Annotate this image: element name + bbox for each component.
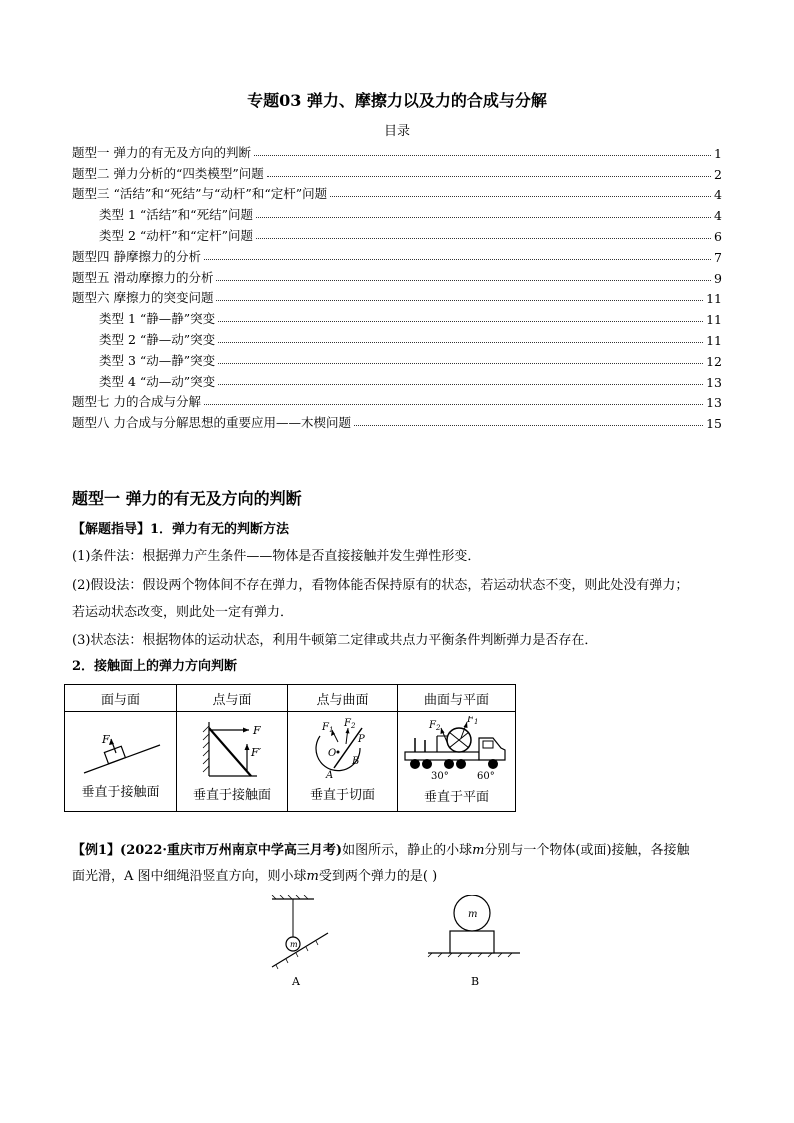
toc-page-number: 11 xyxy=(706,312,722,328)
toc-entry[interactable] xyxy=(72,265,722,286)
point-label: P xyxy=(357,734,365,745)
figure-a-label: A xyxy=(292,975,300,988)
toc-heading: 目录 xyxy=(383,124,410,139)
toc-entry[interactable] xyxy=(72,223,722,244)
table-header: 面与面 xyxy=(65,685,177,712)
assumption-method-line2: 若运动状态改变，则此处一定有弹力． xyxy=(72,605,294,620)
section-heading: 题型一 弹力的有无及方向的判断 xyxy=(72,489,302,508)
toc-entry-title: 题型八 力合成与分解思想的重要应用——木楔问题 xyxy=(72,415,351,431)
toc-page-number: 1 xyxy=(714,145,722,161)
toc-page-number: 12 xyxy=(706,353,722,369)
toc-entry[interactable] xyxy=(72,327,722,348)
toc-entry[interactable] xyxy=(72,202,722,223)
guide-item2-title: 2．接触面上的弹力方向判断 xyxy=(72,659,238,674)
force-label: F′ xyxy=(251,746,262,759)
example-figures xyxy=(260,895,520,995)
point-surface-figure xyxy=(187,718,277,780)
toc-entry[interactable] xyxy=(72,306,722,327)
force-label: $F_1$ xyxy=(466,716,478,726)
table-header-row xyxy=(65,685,516,712)
table-caption: 垂直于切面 xyxy=(309,788,375,803)
example-source: (2022·重庆市万州南京中学高三月考) xyxy=(120,843,343,858)
toc-page-number: 13 xyxy=(706,374,722,390)
block-b xyxy=(450,931,494,953)
toc-entry[interactable] xyxy=(72,244,722,265)
force-label: $F_1$ xyxy=(321,722,333,734)
toc-leader-dots xyxy=(218,362,703,364)
curved-surface-plane-figure xyxy=(401,716,513,782)
ball-b-label: m xyxy=(468,909,478,920)
toc-page-number: 11 xyxy=(706,291,722,307)
point-label: O xyxy=(327,748,336,759)
toc-page-number: 4 xyxy=(714,187,722,203)
point-label: A xyxy=(325,770,333,780)
force-direction-table xyxy=(64,684,516,812)
toc-entry[interactable] xyxy=(72,286,722,307)
toc-entry-title: 题型六 摩擦力的突变问题 xyxy=(72,290,214,306)
toc-leader-dots xyxy=(330,195,711,197)
guide-label: 【解题指导】 xyxy=(72,522,151,537)
toc-entry[interactable] xyxy=(72,410,722,431)
document-title: 专题03 弹力、摩擦力以及力的合成与分解 xyxy=(247,91,547,110)
toc-leader-dots xyxy=(256,216,711,218)
toc-leader-dots xyxy=(267,175,711,177)
table-caption: 垂直于接触面 xyxy=(192,788,271,803)
table-cell xyxy=(288,712,398,812)
example-line2: 面光滑，A 图中细绳沿竖直方向，则小球m受到两个弹力的是( ) xyxy=(72,869,438,884)
toc-entry-title: 题型四 静摩擦力的分析 xyxy=(72,248,201,264)
toc-entry[interactable] xyxy=(72,161,722,182)
ball-a-label: m xyxy=(290,940,298,949)
toc-leader-dots xyxy=(204,258,711,260)
toc-page-number: 15 xyxy=(706,416,722,432)
toc-leader-dots xyxy=(354,424,703,426)
toc-entry-title: 题型二 弹力分析的“四类模型”问题 xyxy=(72,165,264,181)
table-body-row xyxy=(65,712,516,812)
table-cell xyxy=(65,712,177,812)
toc-page-number: 2 xyxy=(714,166,722,182)
toc-page-number: 4 xyxy=(714,208,722,224)
surface-surface-figure xyxy=(76,721,166,777)
table-cell xyxy=(177,712,288,812)
toc-leader-dots xyxy=(218,320,703,322)
force-label: $F_2$ xyxy=(428,720,440,732)
figure-b-label: B xyxy=(471,975,480,988)
toc-entry-title: 类型 2 “动杆”和“定杆”问题 xyxy=(99,227,253,243)
toc-entry-title: 题型五 滑动摩擦力的分析 xyxy=(72,269,214,285)
toc-leader-dots xyxy=(256,237,711,239)
force-label: F xyxy=(101,733,110,746)
toc-leader-dots xyxy=(254,154,711,156)
table-header: 点与面 xyxy=(177,685,288,712)
toc-entry[interactable] xyxy=(72,369,722,390)
toc-entry-title: 题型七 力的合成与分解 xyxy=(72,394,201,410)
angle-label: 60° xyxy=(476,771,495,782)
guide-item1-title: 1．弹力有无的判断方法 xyxy=(150,522,290,537)
table-header: 点与曲面 xyxy=(288,685,398,712)
example-line1: 【例1】(2022·重庆市万州南京中学高三月考)如图所示，静止的小球m分别与一个物体(或面)接触，各接触 xyxy=(72,843,690,858)
table-header: 曲面与平面 xyxy=(398,685,516,712)
toc-entry-title: 类型 3 “动—静”突变 xyxy=(99,352,216,368)
toc-leader-dots xyxy=(218,341,703,343)
toc-leader-dots xyxy=(216,279,711,281)
toc-leader-dots xyxy=(204,403,703,405)
toc-entry[interactable] xyxy=(72,140,722,161)
point-label: B xyxy=(351,756,359,767)
toc-entry[interactable] xyxy=(72,390,722,411)
toc-entry-title: 题型一 弹力的有无及方向的判断 xyxy=(72,144,251,160)
toc-page-number: 13 xyxy=(706,395,722,411)
condition-method: (1)条件法：根据弹力产生条件——物体是否直接接触并发生弹性形变． xyxy=(72,549,481,564)
table-cell xyxy=(398,712,516,812)
toc-entry-title: 类型 2 “静—动”突变 xyxy=(99,331,216,347)
toc-entry-title: 类型 4 “动—动”突变 xyxy=(99,373,216,389)
state-method: (3)状态法：根据物体的运动状态，利用牛顿第二定律或共点力平衡条件判断弹力是否存在． xyxy=(72,633,598,648)
assumption-method-line1: (2)假设法：假设两个物体间不存在弹力，看物体能否保持原有的状态，若运动状态不变，则此处没有弹力； xyxy=(72,578,689,593)
point-curved-surface-figure xyxy=(298,718,388,780)
toc-leader-dots xyxy=(218,383,703,385)
toc-page-number: 6 xyxy=(714,228,722,244)
toc-entry[interactable] xyxy=(72,182,722,203)
angle-label: 30° xyxy=(430,771,449,782)
toc-page-number: 11 xyxy=(706,332,722,348)
force-label: F xyxy=(253,724,261,737)
toc-entry-title: 题型三 “活结”和“死结”与“动杆”和“定杆”问题 xyxy=(72,186,328,202)
toc-entry-title: 类型 1 “活结”和“死结”问题 xyxy=(99,207,253,223)
toc-entry-title: 类型 1 “静—静”突变 xyxy=(99,311,216,327)
example-label: 【例1】 xyxy=(72,843,121,858)
toc-entry[interactable] xyxy=(72,348,722,369)
table-caption: 垂直于平面 xyxy=(423,790,489,805)
example-1 xyxy=(72,838,740,890)
table-caption: 垂直于接触面 xyxy=(81,785,160,800)
toc-page-number: 9 xyxy=(714,270,722,286)
force-label: $F_2$ xyxy=(343,718,355,730)
table-of-contents xyxy=(72,140,722,431)
toc-leader-dots xyxy=(216,299,703,301)
guide-heading xyxy=(72,518,732,541)
toc-page-number: 7 xyxy=(714,249,722,265)
